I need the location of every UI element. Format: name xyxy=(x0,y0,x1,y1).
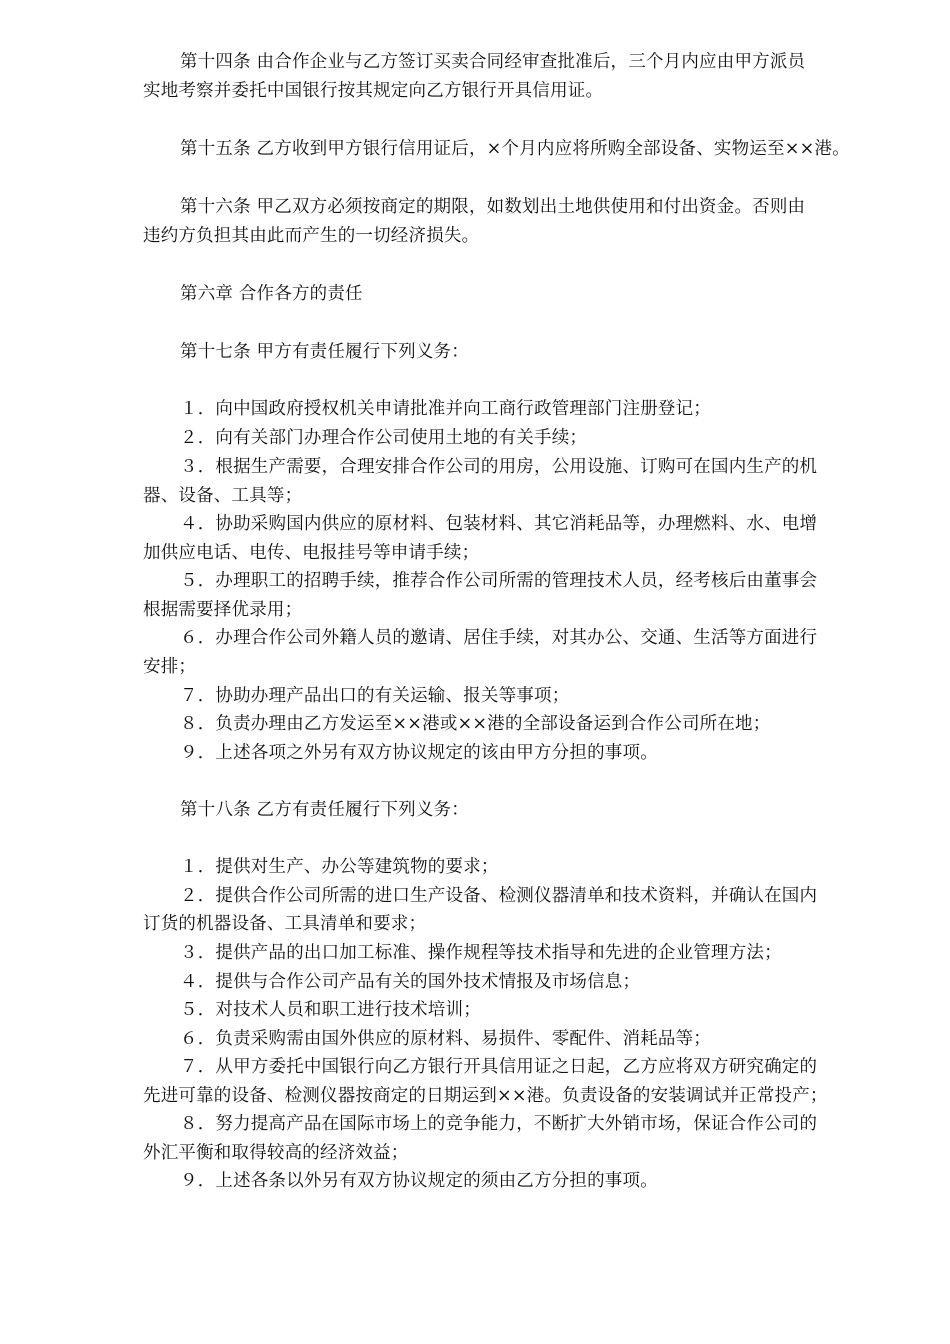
article-18-item-2-line-2: 订货的机器设备、工具清单和要求； xyxy=(143,914,427,934)
article-15-line-1: 第十五条 乙方收到甲方银行信用证后，×个月内应将所购全部设备、实物运至××港。 xyxy=(180,139,850,159)
article-18-item-5: ５．对技术人员和职工进行技术培训； xyxy=(180,1000,481,1020)
article-17-item-4-line-2: 加供应电话、电传、电报挂号等申请手续； xyxy=(143,543,480,563)
article-18-item-6: ６．负责采购需由国外供应的原材料、易损件、零配件、消耗品等； xyxy=(180,1029,711,1049)
article-14-line-1: 第十四条 由合作企业与乙方签订买卖合同经审查批准后，三个月内应由甲方派员 xyxy=(180,52,806,72)
article-17-item-5-line-2: 根据需要择优录用； xyxy=(143,600,303,620)
article-17-item-8: ８．负责办理由乙方发运至××港或××港的全部设备运到合作公司所在地； xyxy=(180,714,771,734)
article-18-heading: 第十八条 乙方有责任履行下列义务： xyxy=(180,800,469,820)
chapter-6-title: 第六章 合作各方的责任 xyxy=(180,284,363,304)
article-18-item-7-line-1: ７．从甲方委托中国银行向乙方银行开具信用证之日起，乙方应将双方研究确定的 xyxy=(180,1057,818,1077)
article-17-item-7: ７．协助办理产品出口的有关运输、报关等事项； xyxy=(180,686,570,706)
article-18-item-3: ３．提供产品的出口加工标准、操作规程等技术指导和先进的企业管理方法； xyxy=(180,943,782,963)
article-18-item-2-line-1: ２．提供合作公司所需的进口生产设备、检测仪器清单和技术资料，并确认在国内 xyxy=(180,886,818,906)
article-17-item-6-line-1: ６．办理合作公司外籍人员的邀请、居住手续，对其办公、交通、生活等方面进行 xyxy=(180,628,818,648)
article-16-line-1: 第十六条 甲乙双方必须按商定的期限，如数划出土地供使用和付出资金。否则由 xyxy=(180,197,806,217)
article-17-item-9: ９．上述各项之外另有双方协议规定的该由甲方分担的事项。 xyxy=(180,743,658,763)
article-18-item-4: ４．提供与合作公司产品有关的国外技术情报及市场信息； xyxy=(180,972,641,992)
article-17-item-3-line-2: 器、设备、工具等； xyxy=(143,486,303,506)
article-17-item-2: ２．向有关部门办理合作公司使用土地的有关手续； xyxy=(180,428,588,448)
article-14-line-2: 实地考察并委托中国银行按其规定向乙方银行开具信用证。 xyxy=(143,81,604,101)
article-18-item-1: １．提供对生产、办公等建筑物的要求； xyxy=(180,857,499,877)
article-17-item-5-line-1: ５．办理职工的招聘手续，推荐合作公司所需的管理技术人员，经考核后由董事会 xyxy=(180,571,818,591)
article-17-item-1: １．向中国政府授权机关申请批准并向工商行政管理部门注册登记； xyxy=(180,399,711,419)
article-18-item-8-line-1: ８．努力提高产品在国际市场上的竞争能力，不断扩大外销市场，保证合作公司的 xyxy=(180,1114,818,1134)
article-17-item-6-line-2: 安排； xyxy=(143,657,197,677)
article-17-item-3-line-1: ３．根据生产需要，合理安排合作公司的用房，公用设施、订购可在国内生产的机 xyxy=(180,457,818,477)
article-16-line-2: 违约方负担其由此而产生的一切经济损失。 xyxy=(143,226,480,246)
article-18-item-9: ９．上述各条以外另有双方协议规定的须由乙方分担的事项。 xyxy=(180,1171,658,1191)
article-17-heading: 第十七条 甲方有责任履行下列义务： xyxy=(180,342,469,362)
article-18-item-7-line-2: 先进可靠的设备、检测仪器按商定的日期运到××港。负责设备的安装调试并正常投产； xyxy=(143,1086,828,1106)
article-17-item-4-line-1: ４．协助采购国内供应的原材料、包装材料、其它消耗品等，办理燃料、水、电增 xyxy=(180,514,818,534)
article-18-item-8-line-2: 外汇平衡和取得较高的经济效益； xyxy=(143,1143,409,1163)
